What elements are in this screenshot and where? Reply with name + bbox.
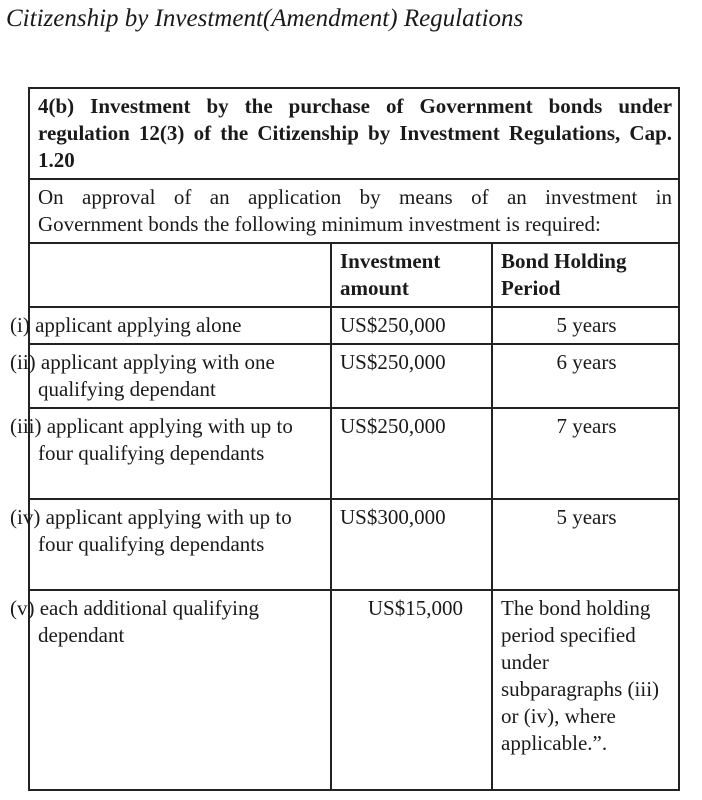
investment-table: [10, 87, 680, 791]
table-row: [29, 344, 679, 408]
row-period: 5 years: [492, 499, 679, 590]
table-row: [29, 590, 679, 790]
row-amount: US$300,000: [331, 499, 492, 590]
intro-line-2: Government bonds the following minimum investment is required:: [38, 212, 601, 236]
row-label: (ii) applicant applying with one qualifying dependant: [29, 344, 331, 408]
table-row: [29, 499, 679, 590]
row-period: 5 years: [492, 307, 679, 344]
column-header-blank: [29, 243, 331, 307]
table-row: [29, 408, 679, 499]
row-amount: US$250,000: [331, 307, 492, 344]
row-amount: US$250,000: [331, 344, 492, 408]
row-period: 6 years: [492, 344, 679, 408]
row-period: 7 years: [492, 408, 679, 499]
row-label: (v) each additional qualifying dependant: [29, 590, 331, 790]
row-period: The bond holding period specified under subparagraphs (iii) or (iv), where applicable.”.: [492, 590, 679, 790]
column-header-investment-amount: Investment amount: [331, 243, 492, 307]
row-label: (i) applicant applying alone: [29, 307, 331, 344]
intro-line-1: On approval of an application by means of an investment in: [38, 185, 673, 209]
row-amount: US$15,000: [331, 590, 492, 790]
table-row: [29, 307, 679, 344]
row-label: (iii) applicant applying with up to four qualifying dependants: [29, 408, 331, 499]
row-amount: US$250,000: [331, 408, 492, 499]
table-title-row: [29, 88, 679, 179]
table-intro: [29, 179, 679, 243]
column-header-bond-holding-period: Bond Holding Period: [492, 243, 679, 307]
table-title: 4(b) Investment by the purchase of Government bonds under regulation 12(3) of the Citizenship by Investment Regulations, Cap. 1.20: [29, 88, 679, 179]
column-header-row: [29, 243, 679, 307]
page-header-title: Citizenship by Investment(Amendment) Regulations: [6, 5, 524, 32]
table-intro-row: [29, 179, 679, 243]
row-label: (iv) applicant applying with up to four qualifying dependants: [29, 499, 331, 590]
